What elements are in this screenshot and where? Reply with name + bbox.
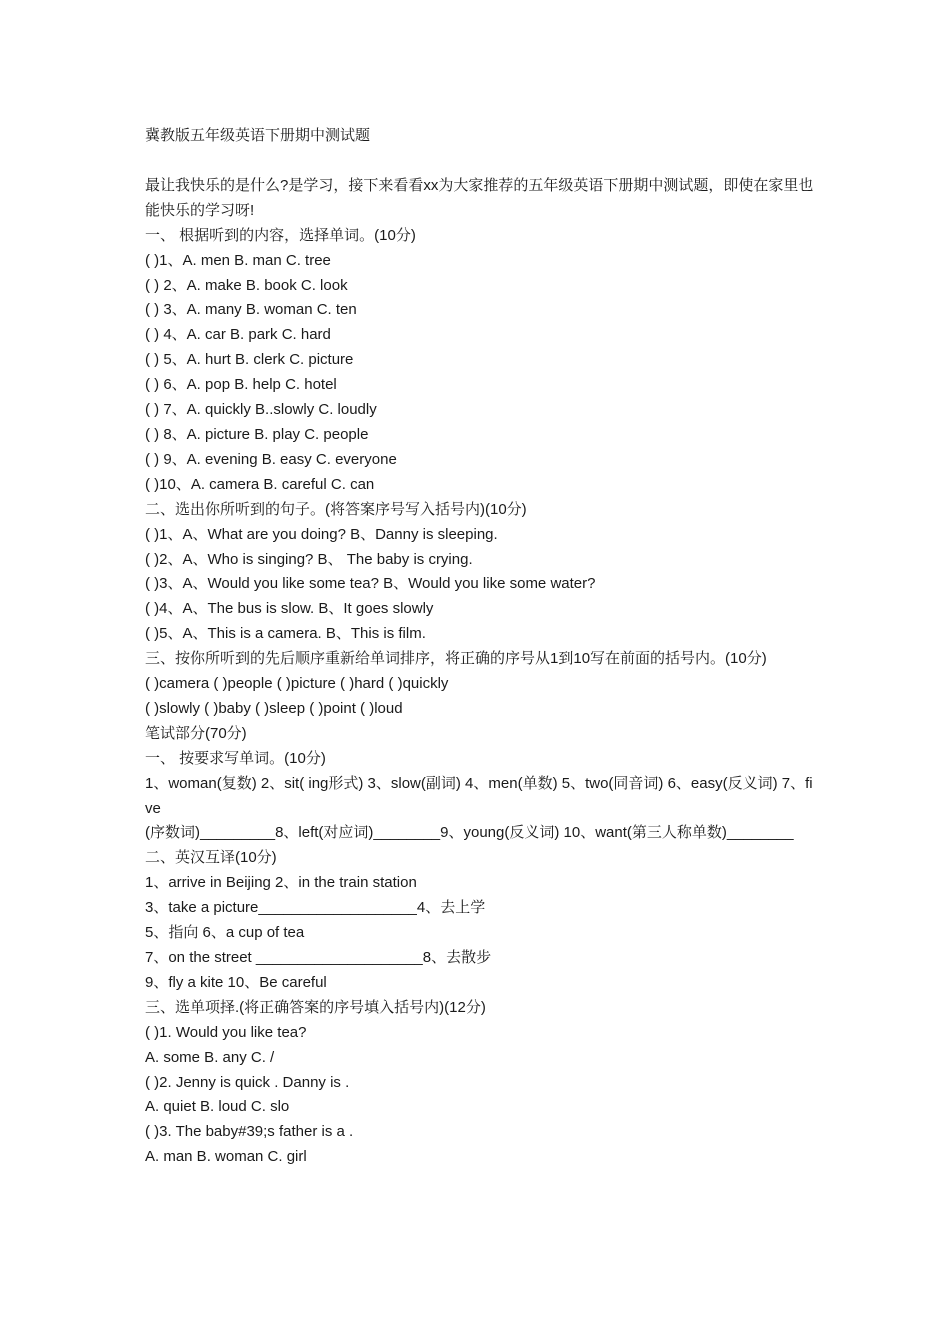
document-body [145, 124, 815, 1170]
question-item: ( )slowly ( )baby ( )sleep ( )point ( )loud [145, 699, 403, 717]
section-heading: 一、 根据听到的内容，选择单词。(10分) [145, 226, 416, 244]
answer-options: A. some B. any C. / [145, 1048, 275, 1066]
question-item: ( ) 6、A. pop B. help C. hotel [145, 376, 337, 394]
question-item: ( ) 7、A. quickly B..slowly C. loudly [145, 401, 377, 419]
section-heading: 一、 按要求写单词。(10分) [145, 749, 326, 767]
question-item: 5、指向 6、a cup of tea [145, 924, 305, 942]
question-item: ( )5、A、This is a camera. B、This is film. [145, 625, 426, 643]
question-item: ( )4、A、The bus is slow. B、It goes slowly [145, 600, 434, 618]
question-item: 7、on the street ____________________8、去散步 [145, 949, 492, 966]
question-item: ( ) 8、A. picture B. play C. people [145, 425, 369, 443]
question-item: 9、fly a kite 10、Be careful [145, 973, 327, 991]
question-item: ( )camera ( )people ( )picture ( )hard ( )quickly [145, 675, 449, 693]
intro-paragraph: 最让我快乐的是什么?是学习，接下来看看xx为大家推荐的五年级英语下册期中测试题，即使在家里也能快乐的学习呀! [145, 176, 814, 219]
section-heading: 二、选出你所听到的句子。(将答案序号写入括号内)(10分) [145, 500, 527, 518]
question-item: ( )1、A. men B. man C. tree [145, 251, 331, 269]
question-item: 3、take a picture___________________4、去上学 [145, 899, 486, 917]
section-heading: 三、选单项择.(将正确答案的序号填入括号内)(12分) [145, 998, 486, 1016]
question-item: ( )1、A、What are you doing? B、Danny is sleeping. [145, 525, 498, 543]
section-heading: 二、英汉互译(10分) [145, 849, 277, 867]
question-item: ( ) 2、A. make B. book C. look [145, 276, 348, 294]
question-item: (序数词)_________8、left(对应词)________9、young(反义词) 10、want(第三人称单数)________ [145, 824, 794, 842]
question-item: ( ) 4、A. car B. park C. hard [145, 326, 331, 344]
question-item: ( )2. Jenny is quick . Danny is . [145, 1073, 350, 1091]
question-item: ( ) 9、A. evening B. easy C. everyone [145, 450, 397, 468]
answer-options: A. quiet B. loud C. slo [145, 1098, 290, 1116]
question-item: ( )10、A. camera B. careful C. can [145, 475, 375, 493]
question-item: ( )2、A、Who is singing? B、 The baby is crying. [145, 550, 473, 568]
question-item: 1、arrive in Beijing 2、in the train station [145, 874, 417, 892]
question-item: ( )3. The baby#39;s father is a . [145, 1123, 354, 1141]
question-item: ( )1. Would you like tea? [145, 1023, 307, 1041]
document-title: 冀教版五年级英语下册期中测试题 [145, 127, 371, 144]
question-item: 1、woman(复数) 2、sit( ing形式) 3、slow(副词) 4、men(单数) 5、two(同音词) 6、easy(反义词) 7、five [145, 774, 813, 817]
answer-options: A. man B. woman C. girl [145, 1148, 307, 1166]
question-item: ( ) 3、A. many B. woman C. ten [145, 301, 357, 319]
question-item: ( ) 5、A. hurt B. clerk C. picture [145, 351, 354, 369]
question-item: ( )3、A、Would you like some tea? B、Would you like some water? [145, 575, 596, 593]
section-heading: 三、按你所听到的先后顺序重新给单词排序，将正确的序号从1到10写在前面的括号内。(10分) [145, 650, 767, 668]
part-heading: 笔试部分(70分) [145, 724, 247, 742]
